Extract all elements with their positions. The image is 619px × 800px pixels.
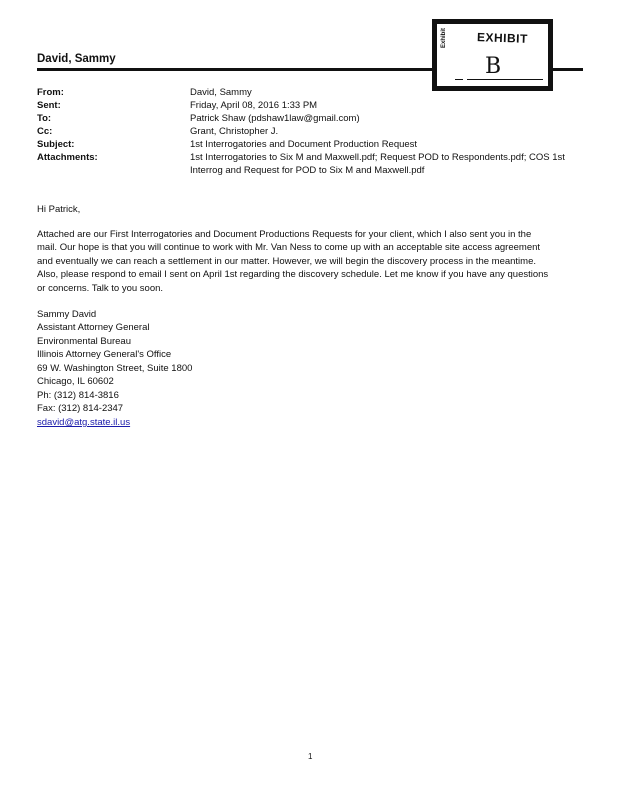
sender-name: David, Sammy	[37, 53, 116, 65]
body-line: Attached are our First Interrogatories and Document Productions Requests for your client, which I also sent you in the	[37, 229, 532, 240]
signature-street: 69 W. Washington Street, Suite 1800	[37, 363, 193, 374]
field-label-subject: Subject:	[37, 139, 75, 150]
field-label-cc: Cc:	[37, 126, 53, 137]
field-value-cc: Grant, Christopher J.	[190, 126, 279, 137]
signature-title: Assistant Attorney General	[37, 322, 150, 333]
field-label-attachments: Attachments:	[37, 152, 98, 163]
body-line: mail. Our hope is that you will continue to work with Mr. Van Ness to come up with an acceptable site access agreement	[37, 242, 541, 253]
exhibit-stamp-line	[467, 79, 543, 80]
exhibit-stamp-title: EXHIBIT	[476, 30, 529, 46]
signature-fax: Fax: (312) 814-2347	[37, 403, 124, 414]
field-label-sent: Sent:	[37, 100, 61, 111]
body-line: and eventually we can reach a settlement in our matter. However, we will begin the discovery process in the meantime.	[37, 256, 537, 267]
field-value-subject: 1st Interrogatories and Document Production Request	[190, 139, 418, 150]
body-line: or concerns. Talk to you soon.	[37, 283, 164, 294]
exhibit-stamp-dash	[455, 79, 463, 80]
signature-office: Illinois Attorney General's Office	[37, 349, 172, 360]
field-label-from: From:	[37, 87, 64, 98]
field-value-from: David, Sammy	[190, 87, 252, 98]
signature-name: Sammy David	[37, 309, 97, 320]
signature-bureau: Environmental Bureau	[37, 336, 131, 347]
signature-phone: Ph: (312) 814-3816	[37, 390, 119, 401]
field-value-attachments: 1st Interrogatories to Six M and Maxwell.pdf; Request POD to Respondents.pdf; COS 1st Interrog and Request for POD to Six M and Maxwell.pdf	[190, 152, 565, 176]
signature-email-link[interactable]: sdavid@atg.state.il.us	[37, 417, 131, 428]
page-number: 1	[308, 752, 313, 761]
field-label-to: To:	[37, 113, 52, 124]
field-value-sent: Friday, April 08, 2016 1:33 PM	[190, 100, 318, 111]
field-value-to: Patrick Shaw (pdshaw1law@gmail.com)	[190, 113, 360, 124]
signature-city: Chicago, IL 60602	[37, 376, 114, 387]
greeting: Hi Patrick,	[37, 204, 81, 215]
body-line: Also, please respond to email I sent on April 1st regarding the discovery schedule. Let me know if you have any questions	[37, 269, 549, 280]
exhibit-stamp-letter: B	[485, 54, 502, 79]
exhibit-stamp	[432, 19, 553, 91]
exhibit-stamp-side-text: Exhibit	[441, 27, 447, 48]
